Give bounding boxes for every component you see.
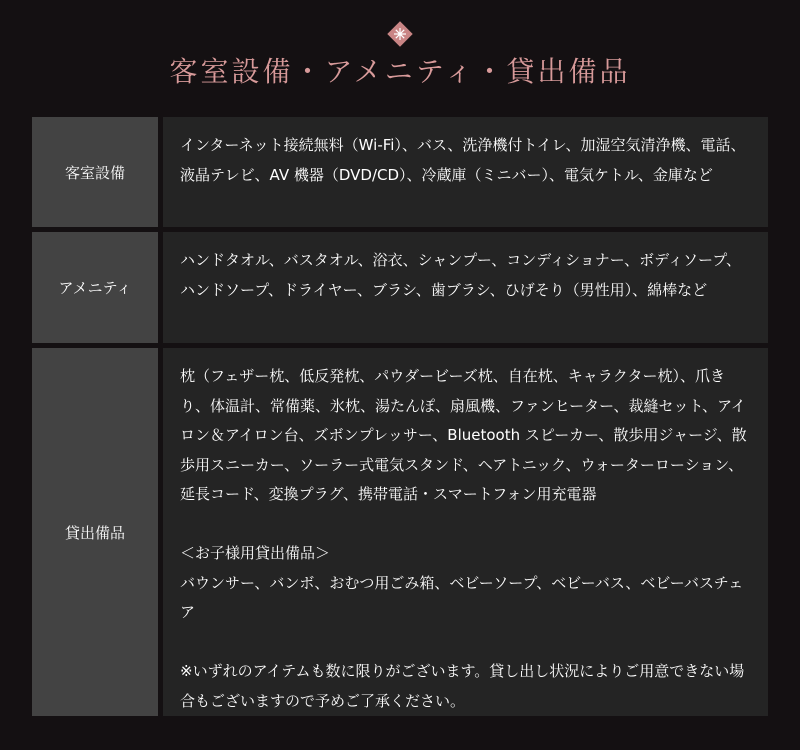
room-equipment-text: インターネット接続無料（Wi-Fi）、バス、洗浄機付トイレ、加湿空気清浄機、電話、液晶テレビ、AV 機器（DVD/CD）、冷蔵庫（ミニバー）、電気ケトル、金庫など	[180, 136, 746, 184]
rental-items-text: 枕（フェザー枕、低反発枕、パウダービーズ枕、自在枕、キャラクター枕）、爪きり、体温計、常備薬、氷枕、湯たんぽ、扇風機、ファンヒーター、裁縫セット、アイロン＆アイロン台、ズボンプレッサー、Bluetooth スピーカー、散歩用ジャージ、散歩用スニーカー、ソーラー式電気スタンド、ヘアトニック、ウォーターローション、延長コード、変換プラグ、携帯電話・スマートフォン用充電器	[180, 367, 747, 503]
kids-rental-heading: ＜お子様用貸出備品＞	[180, 544, 331, 562]
row-rental-items	[32, 348, 768, 716]
amenities-text: ハンドタオル、バスタオル、浴衣、シャンプー、コンディショナー、ボディソープ、ハンドソープ、ドライヤー、ブラシ、歯ブラシ、ひげそり（男性用）、綿棒など	[180, 251, 742, 299]
kids-rental-text: バウンサー、バンボ、おむつ用ごみ箱、ベビーソープ、ベビーバス、ベビーバスチェア	[180, 573, 744, 621]
flower-diamond-icon	[386, 20, 414, 48]
row-content	[163, 348, 768, 716]
amenity-table	[32, 117, 768, 721]
row-room-equipment	[32, 117, 768, 227]
row-amenities	[32, 232, 768, 343]
row-heading: 客室設備	[32, 117, 158, 227]
row-heading: 貸出備品	[32, 348, 158, 716]
row-content	[163, 117, 768, 227]
page-title: 客室設備・アメニティ・貸出備品	[169, 55, 631, 88]
row-content	[163, 232, 768, 343]
row-heading: アメニティ	[32, 232, 158, 343]
rental-note: ※いずれのアイテムも数に限りがございます。貸し出し状況によりご用意できない場合もございますので予めご了承ください。	[180, 662, 745, 710]
